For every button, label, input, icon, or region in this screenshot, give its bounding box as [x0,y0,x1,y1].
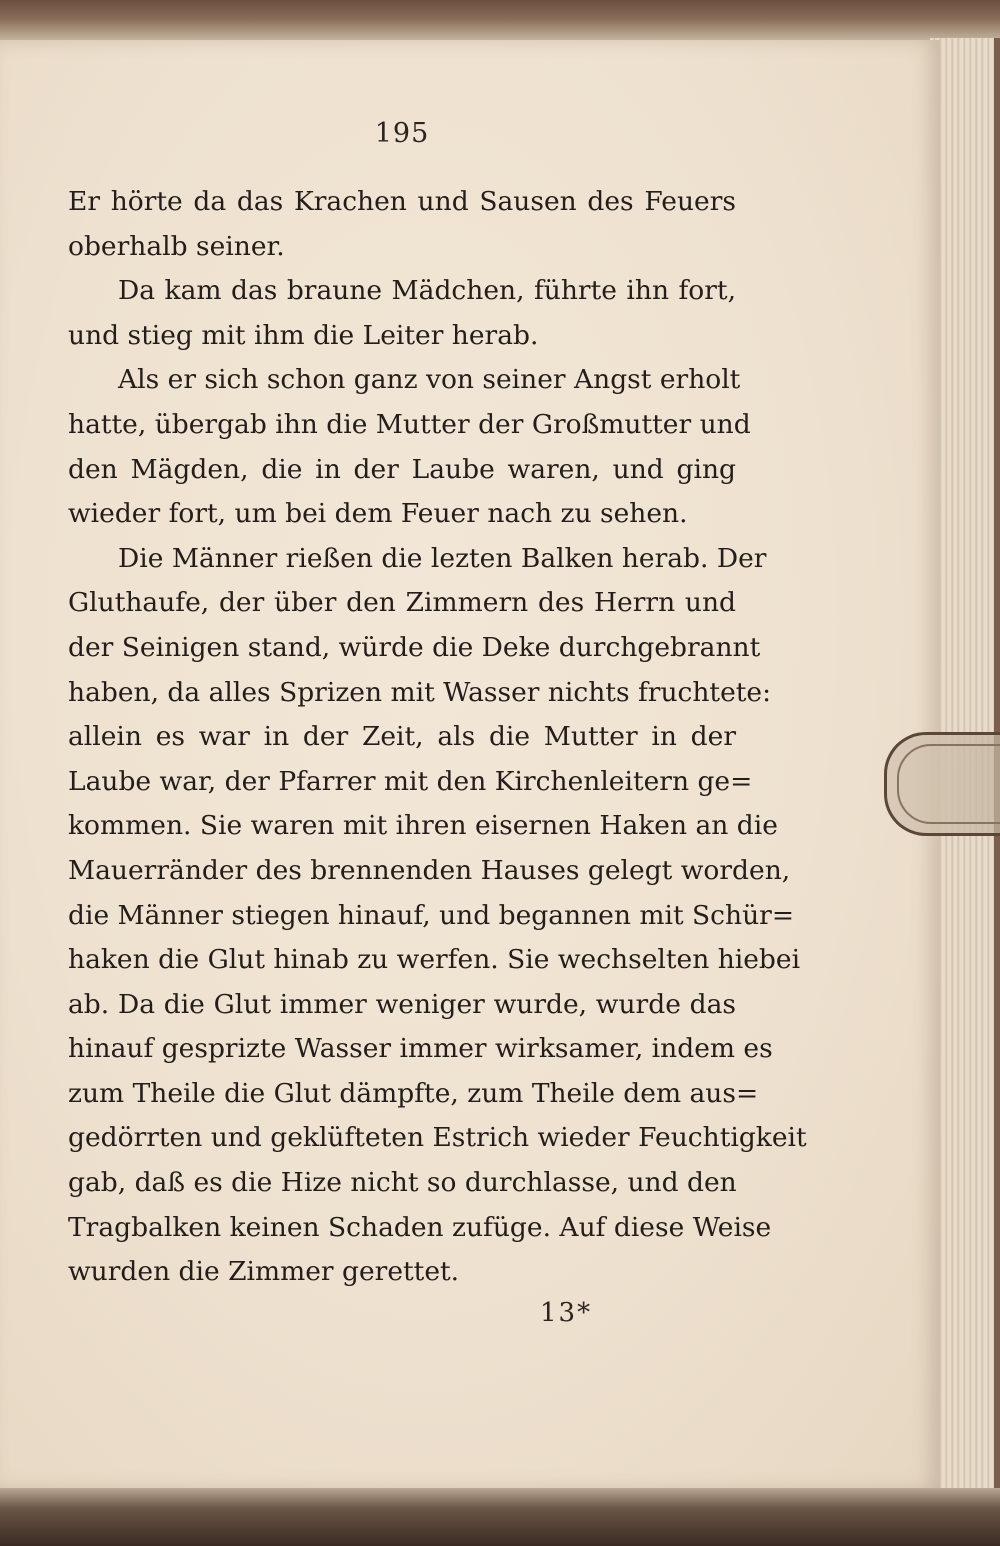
text-line: gedörrten und geklüfteten Estrich wieder Feuchtigkeit [68,1122,807,1154]
body-text [68,180,807,1295]
text-line: allein es war in der Zeit, als die Mutter in der [68,721,736,753]
text-line: Er hörte da das Krachen und Sausen des Feuers [68,186,736,217]
text-line: gab, daß es die Hize nicht so durchlasse, und den [68,1167,737,1199]
text-line: ab. Da die Glut immer weniger wurde, wurde das [68,988,736,1020]
text-line: oberhalb seiner. [68,230,285,262]
text-line: Mauerränder des brennenden Hauses gelegt worden, [68,854,791,886]
text-line: hatte, übergab ihn die Mutter der Großmutter und [68,408,751,440]
text-line: wieder fort, um bei dem Feuer nach zu sehen. [68,498,688,530]
sheet-signature: 13* [540,1298,593,1328]
book-binding-top [0,0,1000,42]
bookmark-ribbon-inner [897,744,1000,824]
text-line: hinauf gesprizte Wasser immer wirksamer, indem es [68,1033,773,1065]
text-line: Die Männer rießen die lezten Balken herab. Der [118,542,767,574]
text-line: der Seinigen stand, würde die Deke durchgebrannt [68,631,761,663]
text-line: haken die Glut hinab zu werfen. Sie wechselten hiebei [68,944,801,976]
text-line: Gluthaufe, der über den Zimmern des Herrn und [68,587,736,619]
text-line: und stieg mit ihm die Leiter herab. [68,319,539,351]
text-line: zum Theile die Glut dämpfte, zum Theile dem aus= [68,1077,759,1109]
text-line: Laube war, der Pfarrer mit den Kirchenleitern ge= [68,765,753,797]
text-line: haben, da alles Sprizen mit Wasser nichts fruchtete: [68,676,772,708]
book-binding-bottom [0,1488,1000,1546]
page-number: 195 [374,118,430,149]
text-line: den Mägden, die in der Laube waren, und ging [68,453,736,485]
text-line: kommen. Sie waren mit ihren eisernen Haken an die [68,810,778,842]
text-line: die Männer stiegen hinauf, und begannen mit Schür= [68,899,795,931]
text-line: Da kam das braune Mädchen, führte ihn fort, [118,275,736,307]
text-line: wurden die Zimmer gerettet. [68,1256,460,1288]
text-line: Als er sich schon ganz von seiner Angst erholt [118,364,741,396]
text-line: Tragbalken keinen Schaden zufüge. Auf diese Weise [68,1211,772,1243]
book-page [0,40,940,1490]
